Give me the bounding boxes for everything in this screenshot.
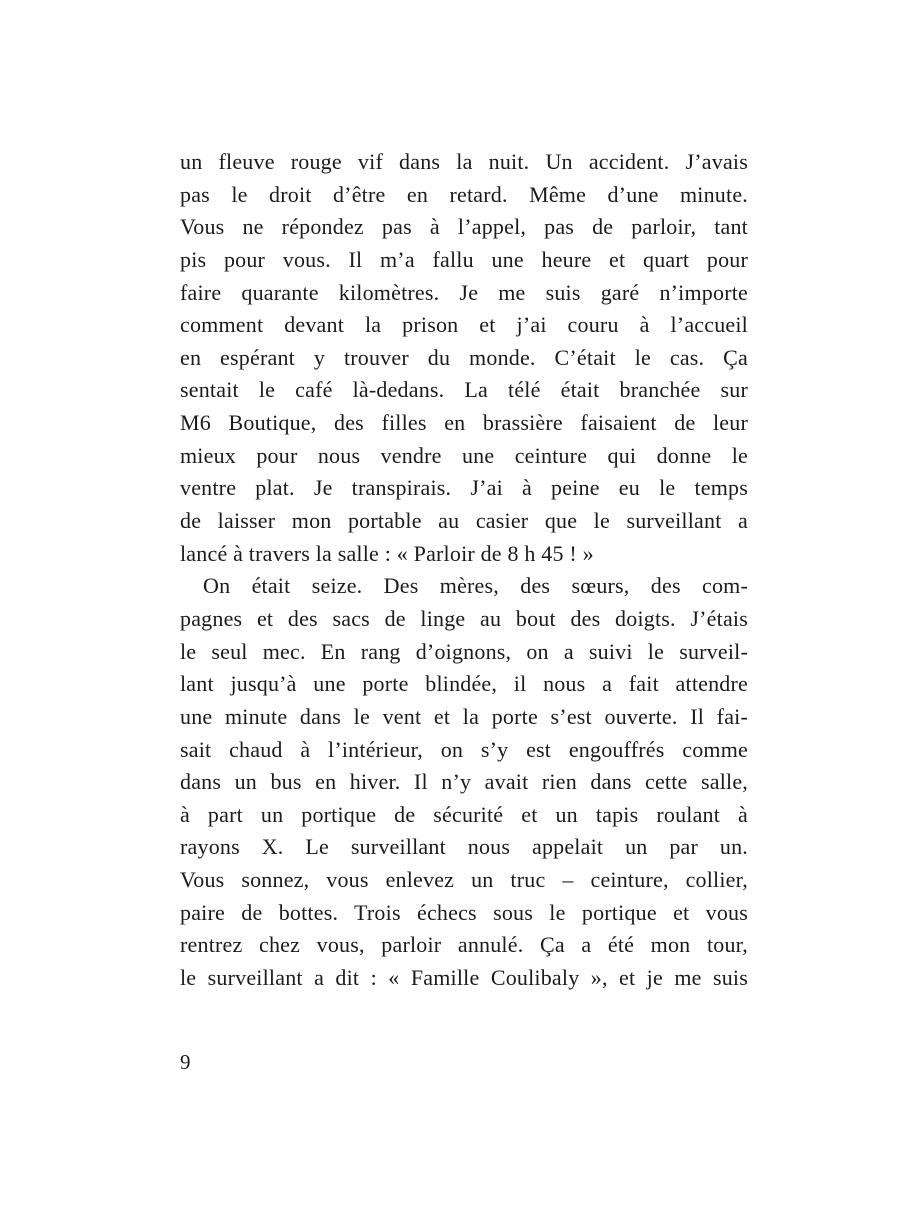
text-line: en espérant y trouver du monde. C’était le cas. Ça — [180, 344, 748, 370]
text-line: On était seize. Des mères, des sœurs, des com- — [203, 573, 748, 599]
text-line: rayons X. Le surveillant nous appelait un par un. — [180, 834, 748, 860]
text-line: Vous ne répondez pas à l’appel, pas de parloir, tant — [180, 214, 748, 240]
text-line: faire quarante kilomètres. Je me suis garé n’importe — [180, 279, 748, 305]
text-column — [180, 146, 748, 995]
text-line: lant jusqu’à une porte blindée, il nous a fait attendre — [180, 671, 748, 697]
page-number: 9 — [180, 1050, 191, 1074]
text-line: une minute dans le vent et la porte s’est ouverte. Il fai- — [180, 703, 748, 729]
text-line: pagnes et des sacs de linge au bout des doigts. J’étais — [180, 605, 748, 631]
text-line: lancé à travers la salle : « Parloir de 8 h 45 ! » — [180, 540, 594, 566]
text-line: comment devant la prison et j’ai couru à l’accueil — [180, 312, 748, 338]
text-line: paire de bottes. Trois échecs sous le portique et vous — [180, 899, 748, 925]
text-line: Vous sonnez, vous enlevez un truc – ceinture, collier, — [180, 867, 748, 893]
text-line: pis pour vous. Il m’a fallu une heure et quart pour — [180, 246, 748, 272]
text-line: sentait le café là-dedans. La télé était branchée sur — [180, 377, 748, 403]
text-line: à part un portique de sécurité et un tapis roulant à — [180, 801, 748, 827]
text-line: M6 Boutique, des filles en brassière faisaient de leur — [180, 410, 748, 436]
text-line: dans un bus en hiver. Il n’y avait rien dans cette salle, — [180, 769, 748, 795]
text-line: de laisser mon portable au casier que le surveillant a — [180, 508, 748, 534]
text-line: pas le droit d’être en retard. Même d’une minute. — [180, 181, 748, 207]
text-line: sait chaud à l’intérieur, on s’y est engouffrés comme — [180, 736, 748, 762]
text-line: rentrez chez vous, parloir annulé. Ça a été mon tour, — [180, 932, 748, 958]
text-line: ventre plat. Je transpirais. J’ai à peine eu le temps — [180, 475, 748, 501]
text-line: un fleuve rouge vif dans la nuit. Un accident. J’avais — [180, 149, 748, 174]
text-line: le surveillant a dit : « Famille Coulibaly », et je me suis — [180, 965, 748, 991]
text-line: mieux pour nous vendre une ceinture qui donne le — [180, 442, 748, 468]
text-line: le seul mec. En rang d’oignons, on a suivi le surveil- — [180, 638, 748, 664]
